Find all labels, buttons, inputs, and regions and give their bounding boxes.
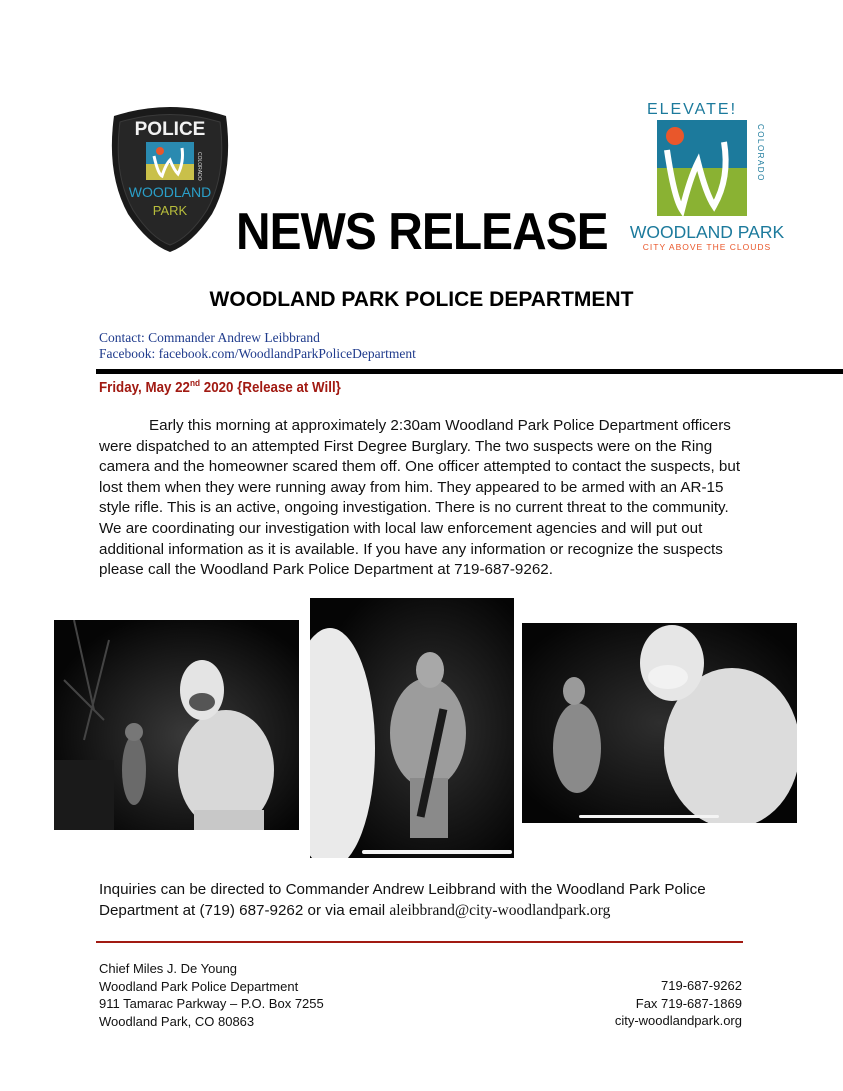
suspect-photo-2 (310, 598, 514, 858)
footer-fax: Fax 719-687-1869 (635, 995, 742, 1011)
footer-chief: Chief Miles J. De Young (99, 961, 238, 976)
city-logo (612, 98, 802, 258)
footer-address (99, 960, 324, 1030)
footer-contact (560, 977, 742, 1030)
page-title: NEWS RELEASE (236, 203, 608, 261)
badge-city-text: WOODLAND (128, 184, 212, 200)
police-badge-logo (104, 104, 236, 254)
footer-website-link[interactable]: city-woodlandpark.org (614, 1013, 742, 1029)
badge-police-text: POLICE (134, 119, 206, 140)
department-heading: WOODLAND PARK POLICE DEPARTMENT (209, 288, 634, 311)
footer-phone: 719-687-9262 (661, 978, 742, 993)
footer-city: Woodland Park, CO 80863 (99, 1013, 255, 1029)
badge-state-text: COLORADO (196, 152, 202, 181)
suspect-photo-1 (54, 620, 299, 830)
date-suffix: nd (189, 378, 201, 388)
inquiries-body: Inquiries can be directed to Commander Andrew Leibbrand with the Woodland Park Police Department at (719) 687-9262 or via email (99, 881, 706, 919)
inquiries-text (99, 880, 759, 921)
facebook-link[interactable]: Facebook: facebook.com/WoodlandParkPoliceDepartment (99, 346, 416, 361)
logo-state-text: COLORADO (756, 124, 765, 182)
header-divider (96, 369, 843, 374)
release-date (99, 378, 341, 396)
footer-divider (96, 941, 743, 943)
date-prefix: Friday, May 22 (99, 379, 190, 396)
release-body: Early this morning at approximately 2:30am Woodland Park Police Department officers were dispatched to an attempted First Degree Burglary. The two suspects were on the Ring camera and the homeowner scared them off. One officer attempted to contact the suspects, but lost them when they were running away from him. They appeared to be armed with an AR-15 style rifle. This is an active, ongoing investigation. There is no current threat to the community. We are coordinating our investigation with local law enforcement agencies and will put out additional information as it is available. If you have any information or recognize the suspects please call the Woodland Park Police Department at 719-687-9262. (99, 417, 741, 579)
suspect-photo-3 (522, 623, 797, 823)
footer-department: Woodland Park Police Department (99, 978, 299, 994)
logo-name-text: WOODLAND PARK (629, 222, 785, 242)
logo-tagline-text: CITY ABOVE THE CLOUDS (642, 242, 772, 252)
logo-elevate-text: ELEVATE! (646, 101, 738, 118)
inquiries-email-link[interactable]: aleibbrand@city-woodlandpark.org (389, 901, 611, 919)
date-rest: 2020 {Release at Will} (200, 379, 341, 396)
footer-street: 911 Tamarac Parkway – P.O. Box 7255 (99, 996, 324, 1012)
contact-line: Contact: Commander Andrew Leibbrand (99, 330, 320, 345)
badge-park-text: PARK (152, 203, 188, 218)
